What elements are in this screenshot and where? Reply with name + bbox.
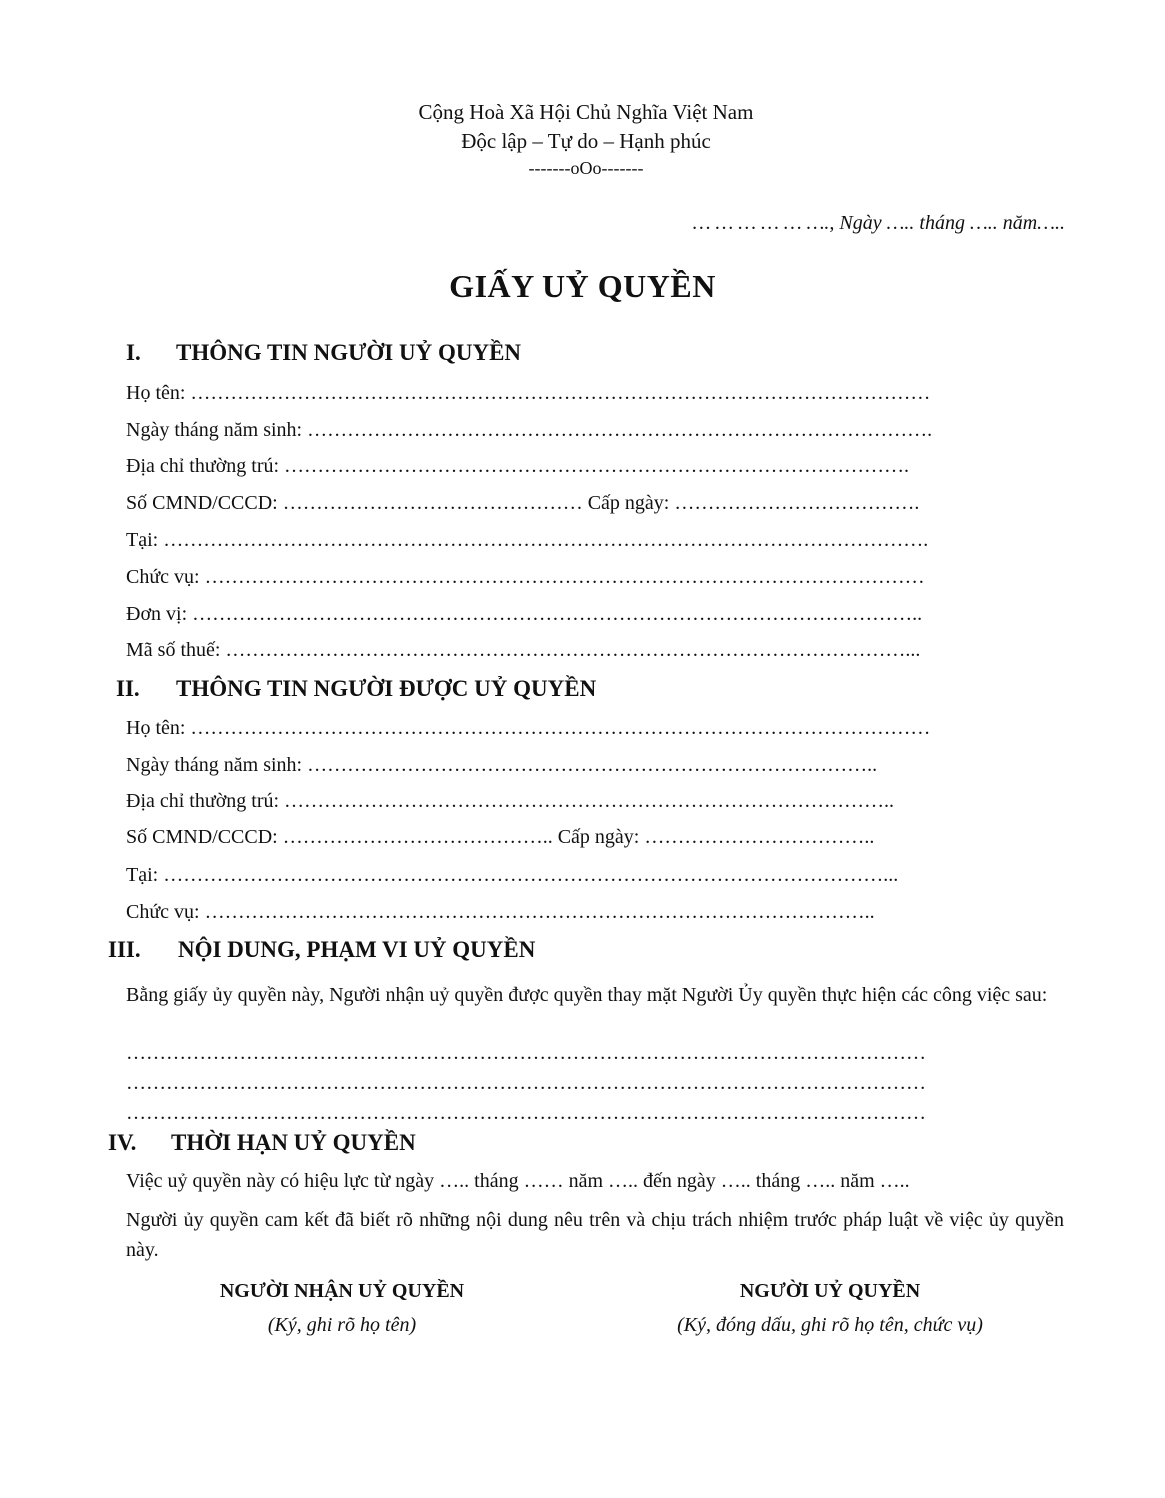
section-1-title: THÔNG TIN NGƯỜI UỶ QUYỀN [176,340,522,365]
grantor-position-field[interactable]: Chức vụ: ……………………………………………………………………………………………… [126,566,925,588]
section-3-heading [108,937,536,963]
section-1-heading [126,340,522,366]
section-4-number: IV. [108,1130,137,1155]
section-3-title: NỘI DUNG, PHẠM VI UỶ QUYỀN [178,937,536,962]
section-2-heading [116,676,597,702]
grantee-id-field[interactable]: Số CMND/CCCD: ………………………………….. Cấp ngày: …………………………….. [126,826,875,848]
national-motto: Độc lập – Tự do – Hạnh phúc [461,129,711,153]
grantor-id-field[interactable]: Số CMND/CCCD: ……………………………………… Cấp ngày: ………………………………. [126,492,920,514]
grantee-position-field[interactable]: Chức vụ: ……………………………………………………………………………………….. [126,901,875,923]
scope-dot-line-2[interactable]: ………………………………………………………………………………………………………… [126,1072,926,1094]
grantee-address-field[interactable]: Địa chỉ thường trú: ……………………………………………………………………………….. [126,790,895,812]
scope-dot-line-1[interactable]: ………………………………………………………………………………………………………… [126,1042,926,1064]
date-line: … … … … … …., Ngày ….. tháng ….. năm….. [692,212,1065,234]
national-title: Cộng Hoà Xã Hội Chủ Nghĩa Việt Nam [418,100,754,124]
section-2-title: THÔNG TIN NGƯỜI ĐƯỢC UỶ QUYỀN [176,676,597,701]
grantor-address-field[interactable]: Địa chỉ thường trú: …………………………………………………………………………………. [126,455,910,477]
commitment-paragraph: Người ủy quyền cam kết đã biết rõ những nội dung nêu trên và chịu trách nhiệm trước pháp luật về việc ủy quyền này. [126,1209,1064,1261]
section-4-title: THỜI HẠN UỶ QUYỀN [171,1130,416,1155]
grantee-dob-field[interactable]: Ngày tháng năm sinh: ………………………………………………………………………….. [126,754,878,776]
grantee-name-field[interactable]: Họ tên: ………………………………………………………………………………………………… [126,717,931,739]
receiver-signature-title: NGƯỜI NHẬN UỶ QUYỀN [219,1280,465,1302]
grantor-name-field[interactable]: Họ tên: ………………………………………………………………………………………………… [126,382,931,404]
section-3-number: III. [108,937,141,962]
grantor-id-place-field[interactable]: Tại: ……………………………………………………………………………………………………. [126,529,929,551]
header-separator: -------oOo------- [528,158,644,178]
grantor-unit-field[interactable]: Đơn vị: ……………………………………………………………………………………………….. [126,603,923,625]
scope-dot-line-3[interactable]: ………………………………………………………………………………………………………… [126,1102,926,1124]
grantor-signature-title: NGƯỜI UỶ QUYỀN [739,1280,921,1302]
document-title: GIẤY UỶ QUYỀN [449,268,716,304]
grantor-tax-code-field[interactable]: Mã số thuế: …………………………………………………………………………………………... [126,639,921,661]
grantor-dob-field[interactable]: Ngày tháng năm sinh: …………………………………………………………………………………. [126,419,933,441]
section-4-heading [108,1130,416,1156]
section-2-number: II. [116,676,140,701]
scope-paragraph: Bằng giấy ủy quyền này, Người nhận uỷ quyền được quyền thay mặt Người Ủy quyền thực hiện các công việc sau: [126,984,1048,1006]
grantee-id-place-field[interactable]: Tại: ………………………………………………………………………………………………... [126,864,899,886]
receiver-signature-note: (Ký, ghi rõ họ tên) [267,1314,417,1336]
section-1-number: I. [126,340,141,365]
validity-line: Việc uỷ quyền này có hiệu lực từ ngày ….. tháng …… năm ….. đến ngày ….. tháng ….. năm ….. [126,1170,910,1192]
grantor-signature-note: (Ký, đóng dấu, ghi rõ họ tên, chức vụ) [677,1314,983,1336]
